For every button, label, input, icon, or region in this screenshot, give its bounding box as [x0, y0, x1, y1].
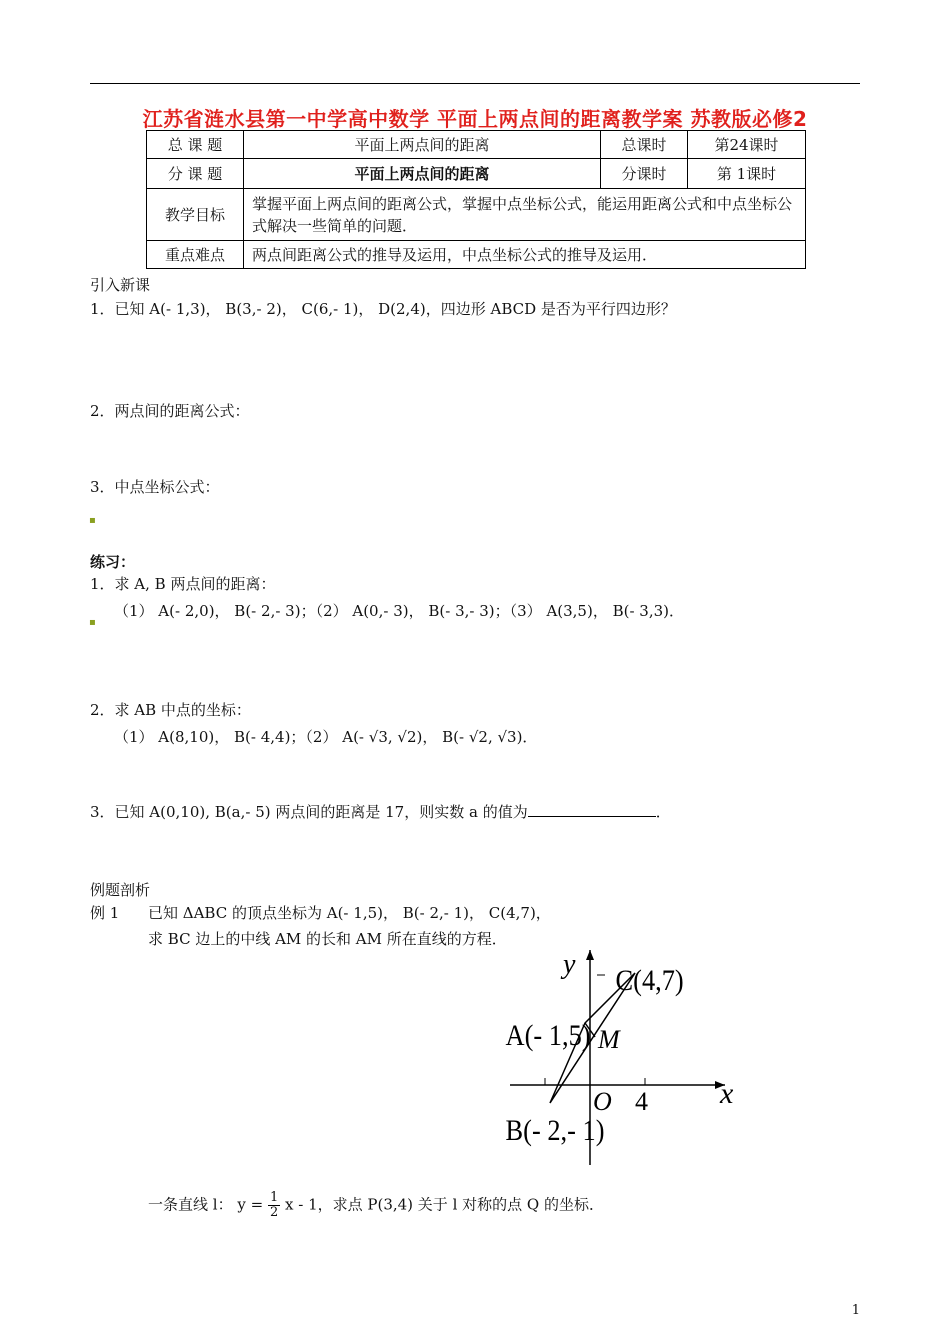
table-cell: 教学目标 [147, 189, 244, 241]
table-cell: 掌握平面上两点间的距离公式，掌握中点坐标公式，能运用距离公式和中点坐标公式解决一些简单的问题． [244, 189, 806, 241]
table-row [147, 131, 806, 159]
example-2-text: 一条直线 l： y = [148, 1195, 264, 1214]
margin-mark: ▪ [89, 515, 96, 526]
triangle-figure [495, 945, 765, 1170]
fraction-denominator: 2 [269, 1205, 279, 1220]
table-cell: 第 1课时 [688, 159, 806, 189]
section-examples-label: 例题剖析 [90, 881, 151, 899]
practice-question-1: 1．求 A, B 两点间的距离： [90, 575, 276, 593]
table-cell: 重点难点 [147, 241, 244, 269]
table-row [147, 241, 806, 269]
label-point-a: A(- 1,5) [505, 1019, 591, 1053]
fraction-one-half [268, 1191, 280, 1220]
table-cell: 平面上两点间的距离 [244, 131, 601, 159]
section-practice [90, 551, 135, 572]
example-2-text-end: x - 1，求点 P(3,4) 关于 l 对称的点 Q 的坐标． [285, 1195, 604, 1214]
section-intro [90, 274, 150, 295]
practice-question-3 [90, 801, 671, 822]
practice-question-3-end: ． [655, 803, 671, 821]
practice-question-1-parts: （1） A(- 2,0)， B(- 2,- 3)；（2） A(0,- 3)， B(- 3,- 3)；（3） A(3,5)， B(- 3,3)． [114, 602, 685, 620]
section-intro-label: 引入新课 [90, 276, 151, 294]
document-title: 江苏省涟水县第一中学高中数学 平面上两点间的距离教学案 苏教版必修2 [142, 107, 808, 131]
table-cell: 分 课 题 [147, 159, 244, 189]
label-point-m: M [598, 1025, 620, 1054]
fraction-numerator: 1 [269, 1190, 279, 1205]
table-row [147, 159, 806, 189]
course-info-table [146, 130, 806, 269]
example-1-line-2: 求 BC 边上的中线 AM 的长和 AM 所在直线的方程． [148, 930, 507, 948]
answer-blank [528, 804, 656, 817]
table-cell: 总课时 [601, 131, 688, 159]
label-y: y [563, 949, 576, 980]
example-2 [148, 1191, 604, 1220]
table-row [147, 189, 806, 241]
intro-question-2: 2．两点间的距离公式： [90, 402, 250, 420]
section-practice-label: 练习： [90, 553, 136, 571]
table-cell: 分课时 [601, 159, 688, 189]
intro-question-3: 3．中点坐标公式： [90, 478, 220, 496]
label-point-c: C(4,7) [615, 964, 684, 998]
practice-question-2-parts: （1） A(8,10)， B(- 4,4)；（2） A(- √3, √2)， B(- √2, √3)． [114, 728, 538, 746]
header-rule [90, 83, 860, 84]
table-cell: 平面上两点间的距离 [244, 159, 601, 189]
label-origin: O [593, 1087, 612, 1116]
intro-question-1: 1．已知 A(- 1,3)， B(3,- 2)， C(6,- 1)， D(2,4)，四边形 ABCD 是否为平行四边形？ [90, 300, 676, 318]
practice-question-2: 2．求 AB 中点的坐标： [90, 701, 251, 719]
example-1-line-1: 已知 ΔABC 的顶点坐标为 A(- 1,5)， B(- 2,- 1)， C(4,7)， [148, 904, 551, 922]
y-axis-arrow [586, 950, 594, 960]
label-point-b: B(- 2,- 1) [505, 1114, 605, 1148]
margin-mark: ▪ [89, 617, 96, 628]
table-cell: 两点间距离公式的推导及运用，中点坐标公式的推导及运用． [244, 241, 806, 269]
page-number: 1 [851, 1303, 860, 1318]
label-x: x [720, 1077, 734, 1110]
table-cell: 总 课 题 [147, 131, 244, 159]
section-examples [90, 879, 150, 900]
label-tick-4: 4 [635, 1087, 648, 1116]
table-cell: 第24课时 [688, 131, 806, 159]
practice-question-3-text: 3．已知 A(0,10), B(a,- 5) 两点间的距离是 17，则实数 a 的值为 [90, 803, 528, 821]
example-1-label: 例 1 [90, 904, 120, 922]
